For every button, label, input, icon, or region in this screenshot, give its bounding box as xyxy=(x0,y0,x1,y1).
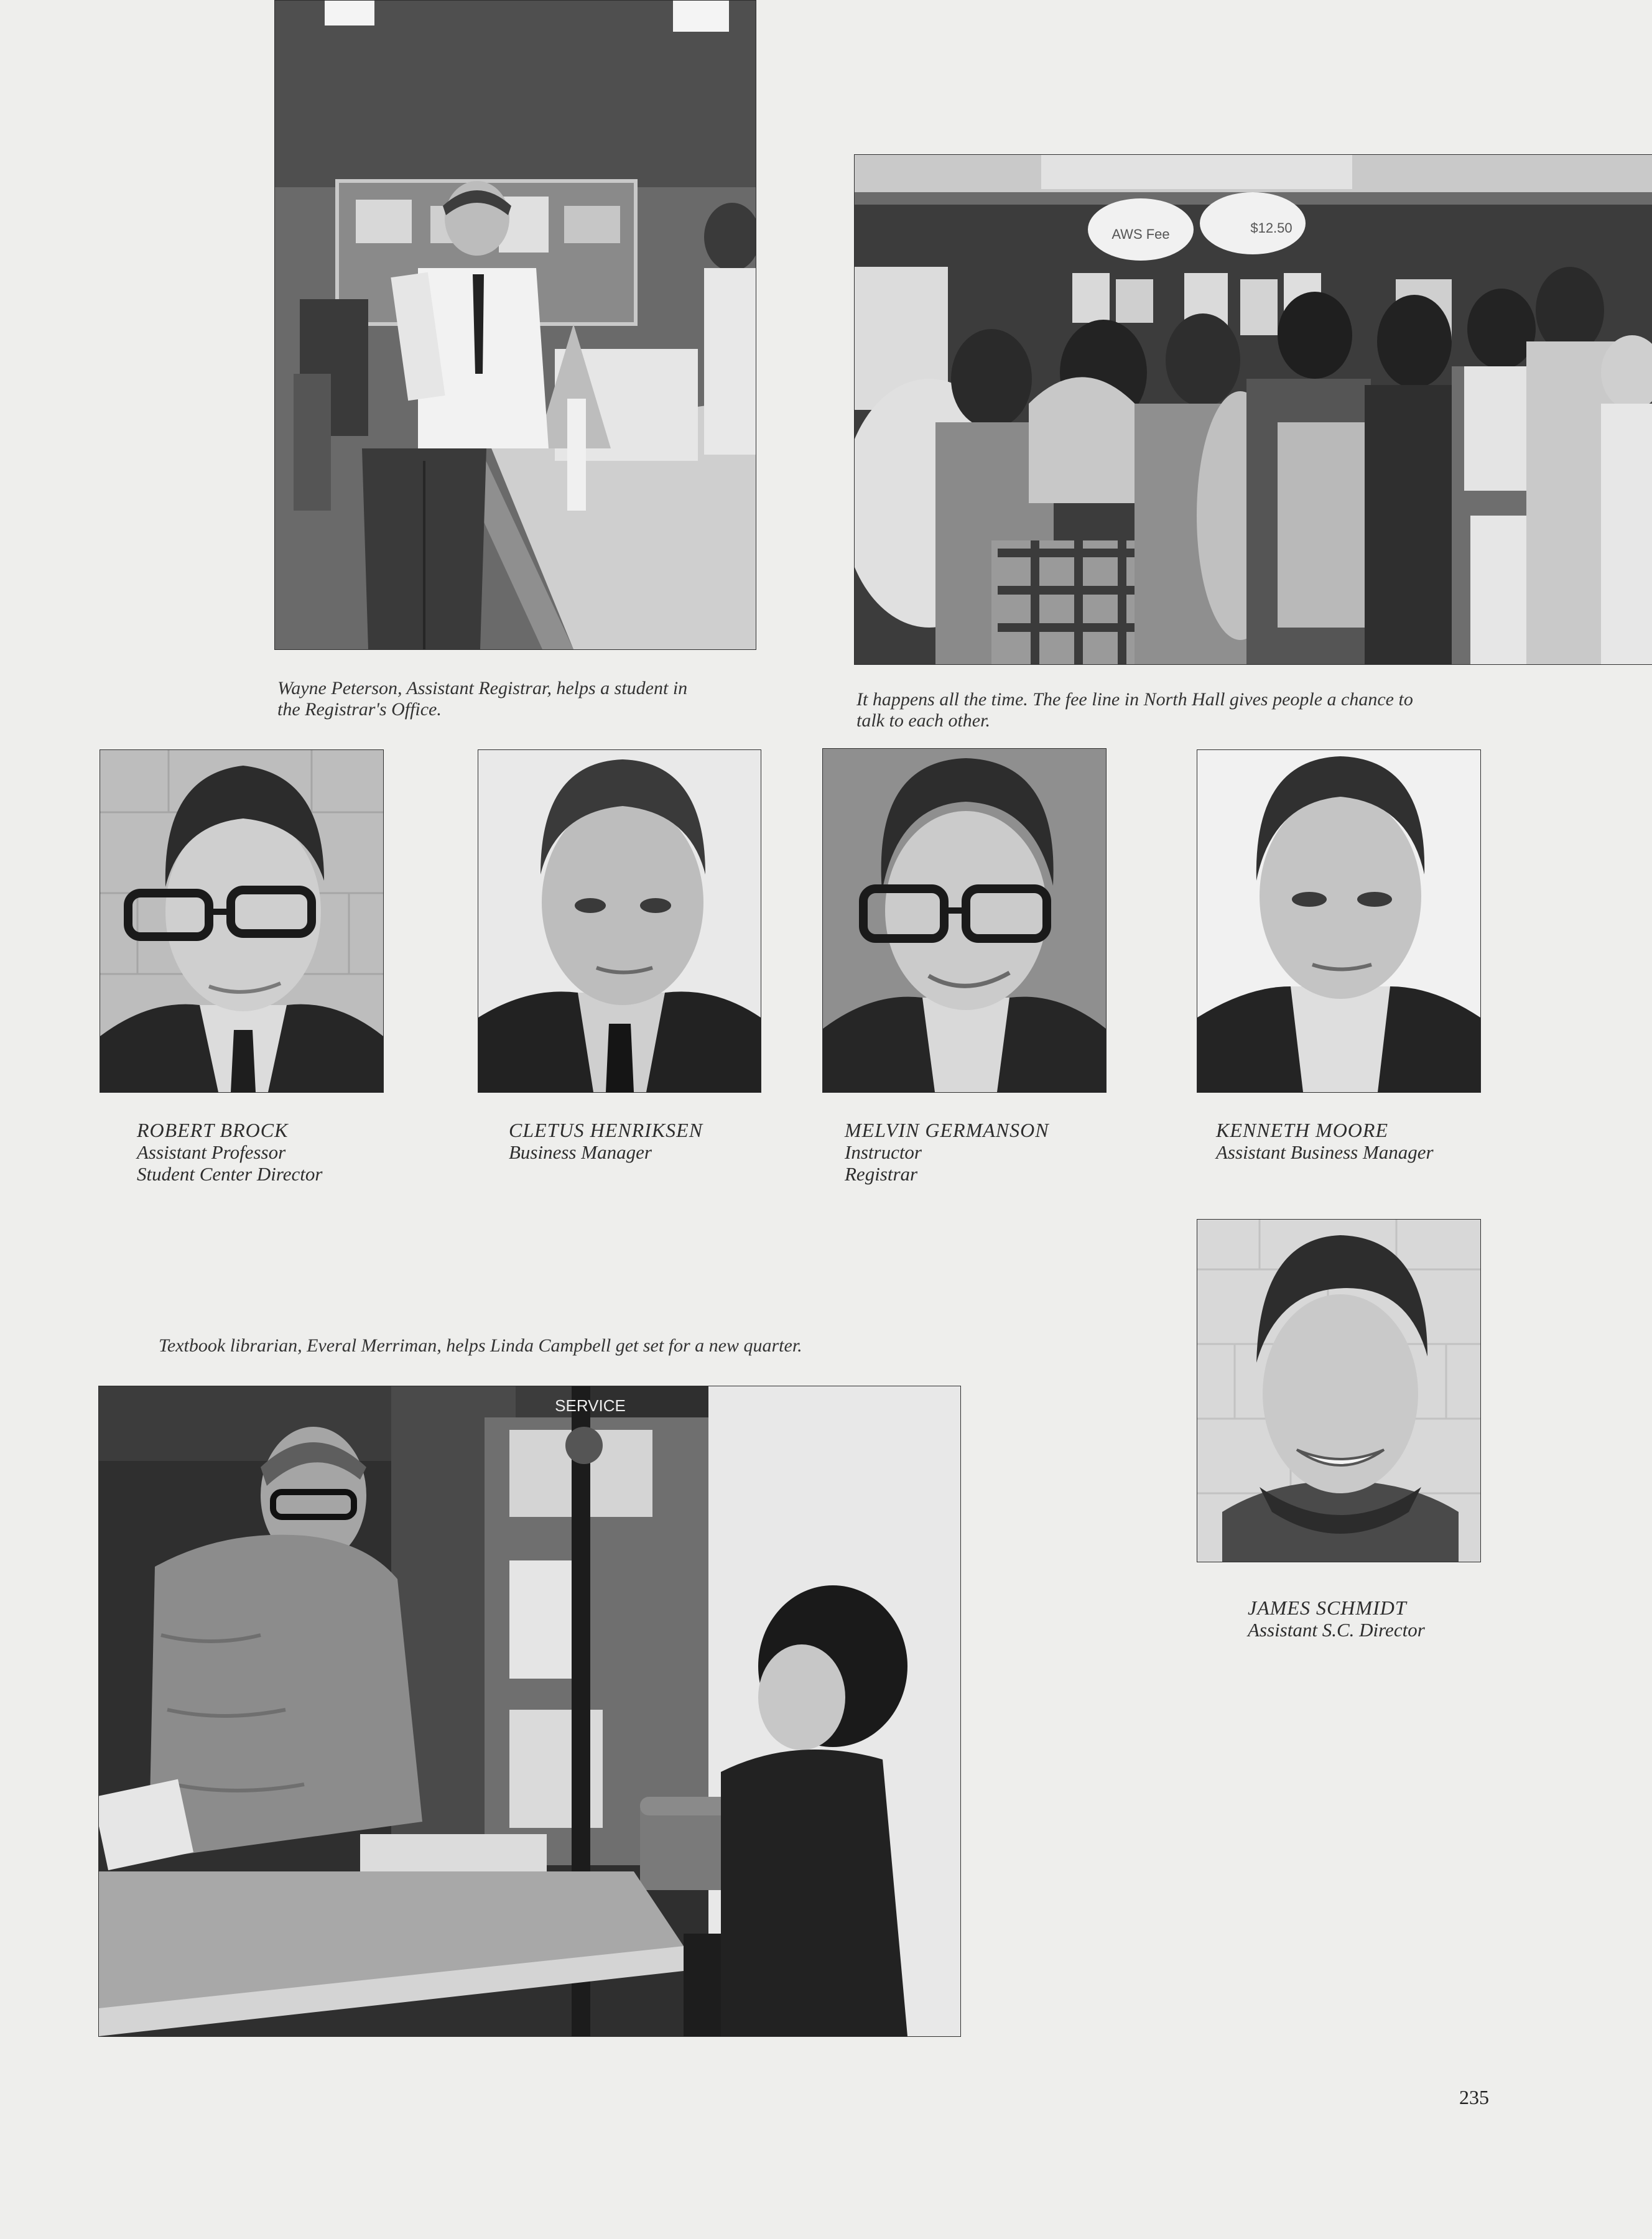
caption-registrar-line-2: the Registrar's Office. xyxy=(277,699,442,720)
person-name: CLETUS HENRIKSEN xyxy=(509,1119,703,1141)
caption-fee-line xyxy=(856,689,1640,731)
person-role: Business Manager xyxy=(509,1141,652,1163)
person-role: Registrar xyxy=(845,1163,918,1185)
person-cletus-henriksen xyxy=(509,1120,703,1163)
photo-registrar-office xyxy=(274,0,756,650)
sign-service: SERVICE xyxy=(555,1396,626,1415)
person-kenneth-moore xyxy=(1216,1120,1434,1163)
person-role: Instructor xyxy=(845,1141,922,1163)
person-role: Assistant S.C. Director xyxy=(1248,1619,1425,1641)
page-number: 235 xyxy=(1459,2086,1489,2108)
person-name: MELVIN GERMANSON xyxy=(845,1119,1049,1141)
photo-fee-line xyxy=(854,154,1652,665)
person-role: Assistant Professor xyxy=(137,1141,286,1163)
person-james-schmidt xyxy=(1248,1597,1425,1641)
caption-textbook-line-1: Textbook librarian, Everal Merriman, helps Linda Campbell get set for a new quarter. xyxy=(159,1335,802,1356)
portrait-cletus-henriksen xyxy=(478,749,761,1093)
person-role: Assistant Business Manager xyxy=(1216,1141,1434,1163)
portrait-melvin-germanson xyxy=(822,748,1107,1093)
caption-fee-line-line-2: talk to each other. xyxy=(856,710,990,731)
person-name: JAMES SCHMIDT xyxy=(1248,1597,1407,1619)
caption-registrar-line-1: Wayne Peterson, Assistant Registrar, helps a student in xyxy=(277,678,688,698)
person-name: ROBERT BROCK xyxy=(137,1119,289,1141)
person-robert-brock xyxy=(137,1120,322,1185)
portrait-kenneth-moore xyxy=(1197,749,1481,1093)
person-role: Student Center Director xyxy=(137,1163,323,1185)
person-melvin-germanson xyxy=(845,1120,1049,1185)
sign-aws-fee: AWS Fee xyxy=(1111,226,1170,242)
sign-fee-amount: $12.50 xyxy=(1250,220,1292,236)
photo-textbook-librarian xyxy=(98,1386,961,2037)
caption-registrar xyxy=(277,678,763,720)
portrait-robert-brock xyxy=(100,749,384,1093)
caption-fee-line-line-1: It happens all the time. The fee line in North Hall gives people a chance to xyxy=(856,689,1413,710)
person-name: KENNETH MOORE xyxy=(1216,1119,1388,1141)
portrait-james-schmidt xyxy=(1197,1219,1481,1562)
caption-textbook xyxy=(159,1335,967,1356)
